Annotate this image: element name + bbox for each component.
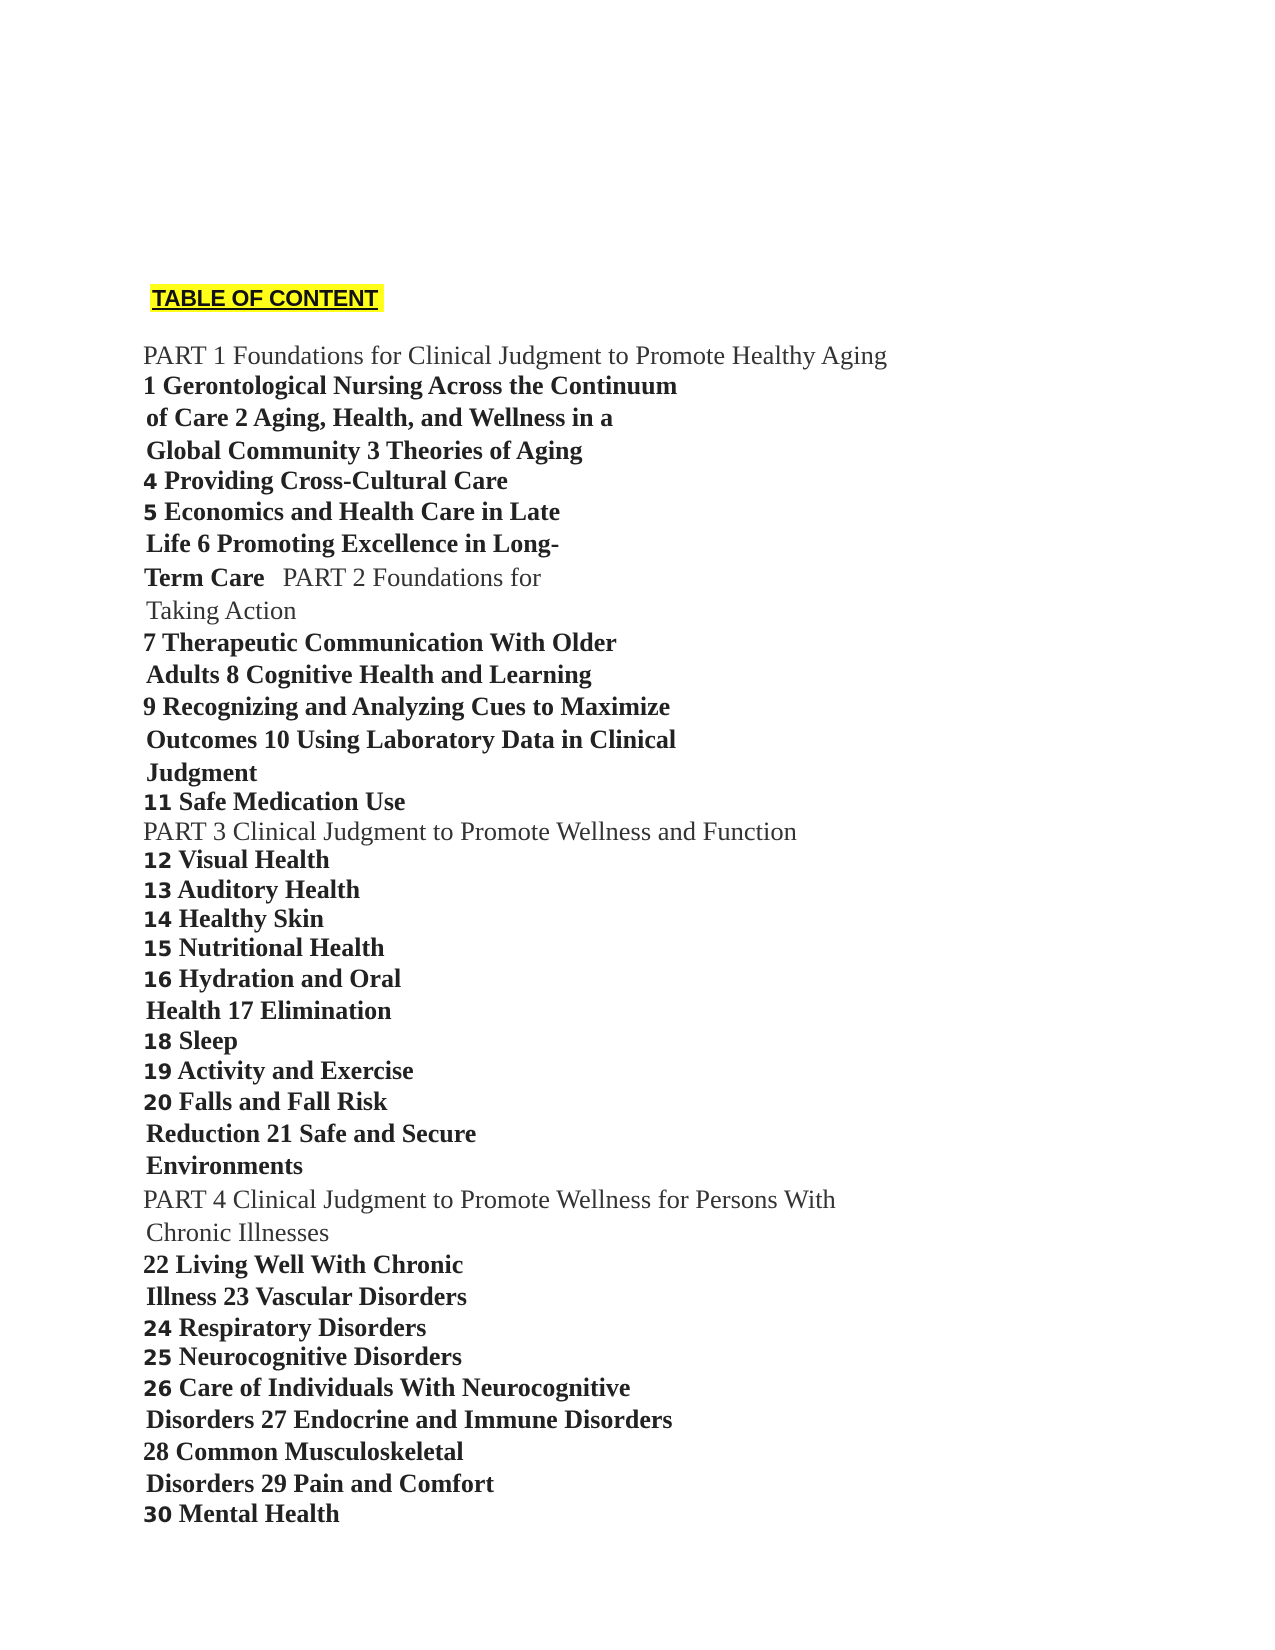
toc-line-text: Auditory Health	[177, 875, 361, 904]
chapter-number: 12	[143, 849, 173, 873]
toc-line-text: Neurocognitive Disorders	[178, 1342, 463, 1371]
chapter-number: 26	[143, 1377, 173, 1401]
toc-line-text: Economics and Health Care in Late	[164, 497, 561, 526]
toc-line	[143, 1373, 630, 1404]
toc-line-text: 1 Gerontological Nursing Across the Continuum	[143, 371, 678, 400]
toc-line-text: Reduction 21 Safe and Secure	[146, 1119, 477, 1148]
toc-line-text: Environments	[146, 1151, 303, 1180]
toc-line-text: Care of Individuals With Neurocognitive	[178, 1373, 631, 1402]
toc-line	[143, 904, 324, 935]
toc-line	[144, 562, 541, 593]
toc-line	[143, 1499, 340, 1530]
toc-line-text: Health 17 Elimination	[146, 996, 392, 1025]
toc-line	[143, 692, 670, 722]
toc-line-text: Outcomes 10 Using Laboratory Data in Clinical	[146, 725, 677, 754]
toc-heading: TABLE OF CONTENT	[150, 284, 384, 312]
toc-line	[143, 1087, 388, 1118]
toc-line-part-2	[146, 595, 297, 625]
toc-line-text: Respiratory Disorders	[178, 1313, 427, 1342]
toc-line-text: Global Community 3 Theories of Aging	[146, 436, 583, 465]
toc-line-text: Life 6 Promoting Excellence in Long-	[146, 529, 560, 558]
toc-line	[146, 996, 392, 1026]
toc-line	[143, 628, 617, 658]
toc-line	[143, 1437, 464, 1467]
toc-line	[143, 1342, 462, 1373]
toc-line-text: Disorders 29 Pain and Comfort	[146, 1469, 495, 1498]
toc-line-part-1	[143, 340, 887, 370]
toc-line-text: Illness 23 Vascular Disorders	[146, 1282, 467, 1311]
toc-line	[143, 875, 360, 906]
toc-line-text: Mental Health	[178, 1499, 340, 1528]
toc-line-text: PART 2 Foundations for	[282, 562, 541, 592]
toc-line	[143, 497, 560, 528]
chapter-number: 5	[143, 501, 158, 525]
toc-line	[143, 787, 405, 818]
toc-line-text: Judgment	[146, 758, 258, 787]
toc-line-text: Chronic Illnesses	[146, 1217, 330, 1247]
toc-line-part-4	[143, 1184, 836, 1214]
toc-line	[143, 371, 677, 401]
toc-line	[143, 1026, 238, 1057]
chapter-number: 18	[143, 1030, 173, 1054]
toc-line-text: PART 3 Clinical Judgment to Promote Wellness and Function	[143, 816, 797, 846]
toc-line	[146, 1119, 476, 1149]
toc-line-text: Disorders 27 Endocrine and Immune Disorders	[146, 1405, 673, 1434]
toc-line-text: of Care 2 Aging, Health, and Wellness in a	[146, 403, 614, 432]
chapter-number: 13	[143, 879, 173, 903]
toc-line-text: 28 Common Musculoskeletal	[143, 1437, 464, 1466]
toc-line	[146, 758, 257, 788]
toc-line-text: Activity and Exercise	[177, 1056, 414, 1085]
toc-line-text: Falls and Fall Risk	[178, 1087, 388, 1116]
toc-line-text: Nutritional Health	[178, 933, 385, 962]
toc-line-text: Sleep	[178, 1026, 238, 1055]
toc-line	[146, 1405, 673, 1435]
toc-line-text: Hydration and Oral	[178, 964, 402, 993]
chapter-number: 19	[143, 1060, 173, 1084]
toc-line-bold-part: Term Care	[144, 563, 265, 592]
toc-line	[146, 1282, 467, 1312]
toc-line	[143, 1056, 414, 1087]
chapter-number: 15	[143, 937, 173, 961]
toc-line	[146, 436, 583, 466]
toc-line	[146, 660, 592, 690]
chapter-number: 24	[143, 1317, 173, 1341]
toc-line-text: Safe Medication Use	[178, 787, 406, 816]
toc-line-part-4-cont	[146, 1217, 329, 1247]
toc-line-part-3	[143, 816, 797, 846]
toc-line-text: Providing Cross-Cultural Care	[164, 466, 508, 495]
toc-line-text: Visual Health	[178, 845, 330, 874]
toc-line	[143, 845, 330, 876]
chapter-number: 30	[143, 1503, 173, 1527]
toc-line-text: PART 4 Clinical Judgment to Promote Wellness for Persons With	[143, 1184, 836, 1214]
toc-line	[146, 529, 559, 559]
chapter-number: 20	[143, 1091, 173, 1115]
toc-line	[143, 933, 385, 964]
toc-line	[143, 1250, 463, 1280]
toc-line-text: Taking Action	[146, 595, 297, 625]
toc-line-text: 7 Therapeutic Communication With Older	[143, 628, 617, 657]
toc-line	[143, 964, 401, 995]
chapter-number: 11	[143, 791, 173, 815]
toc-line	[146, 1151, 303, 1181]
toc-line	[146, 1469, 494, 1499]
toc-line	[143, 466, 508, 497]
toc-line-text: 9 Recognizing and Analyzing Cues to Maximize	[143, 692, 671, 721]
toc-line-text: Adults 8 Cognitive Health and Learning	[146, 660, 592, 689]
toc-line-text: 22 Living Well With Chronic	[143, 1250, 464, 1279]
chapter-number: 25	[143, 1346, 173, 1370]
chapter-number: 16	[143, 968, 173, 992]
toc-line	[143, 1313, 426, 1344]
chapter-number: 4	[143, 470, 158, 494]
toc-line-text: PART 1 Foundations for Clinical Judgment to Promote Healthy Aging	[143, 340, 888, 370]
chapter-number: 14	[143, 908, 173, 932]
toc-line-text: Healthy Skin	[178, 904, 324, 933]
toc-line	[146, 403, 613, 433]
toc-line	[146, 725, 676, 755]
